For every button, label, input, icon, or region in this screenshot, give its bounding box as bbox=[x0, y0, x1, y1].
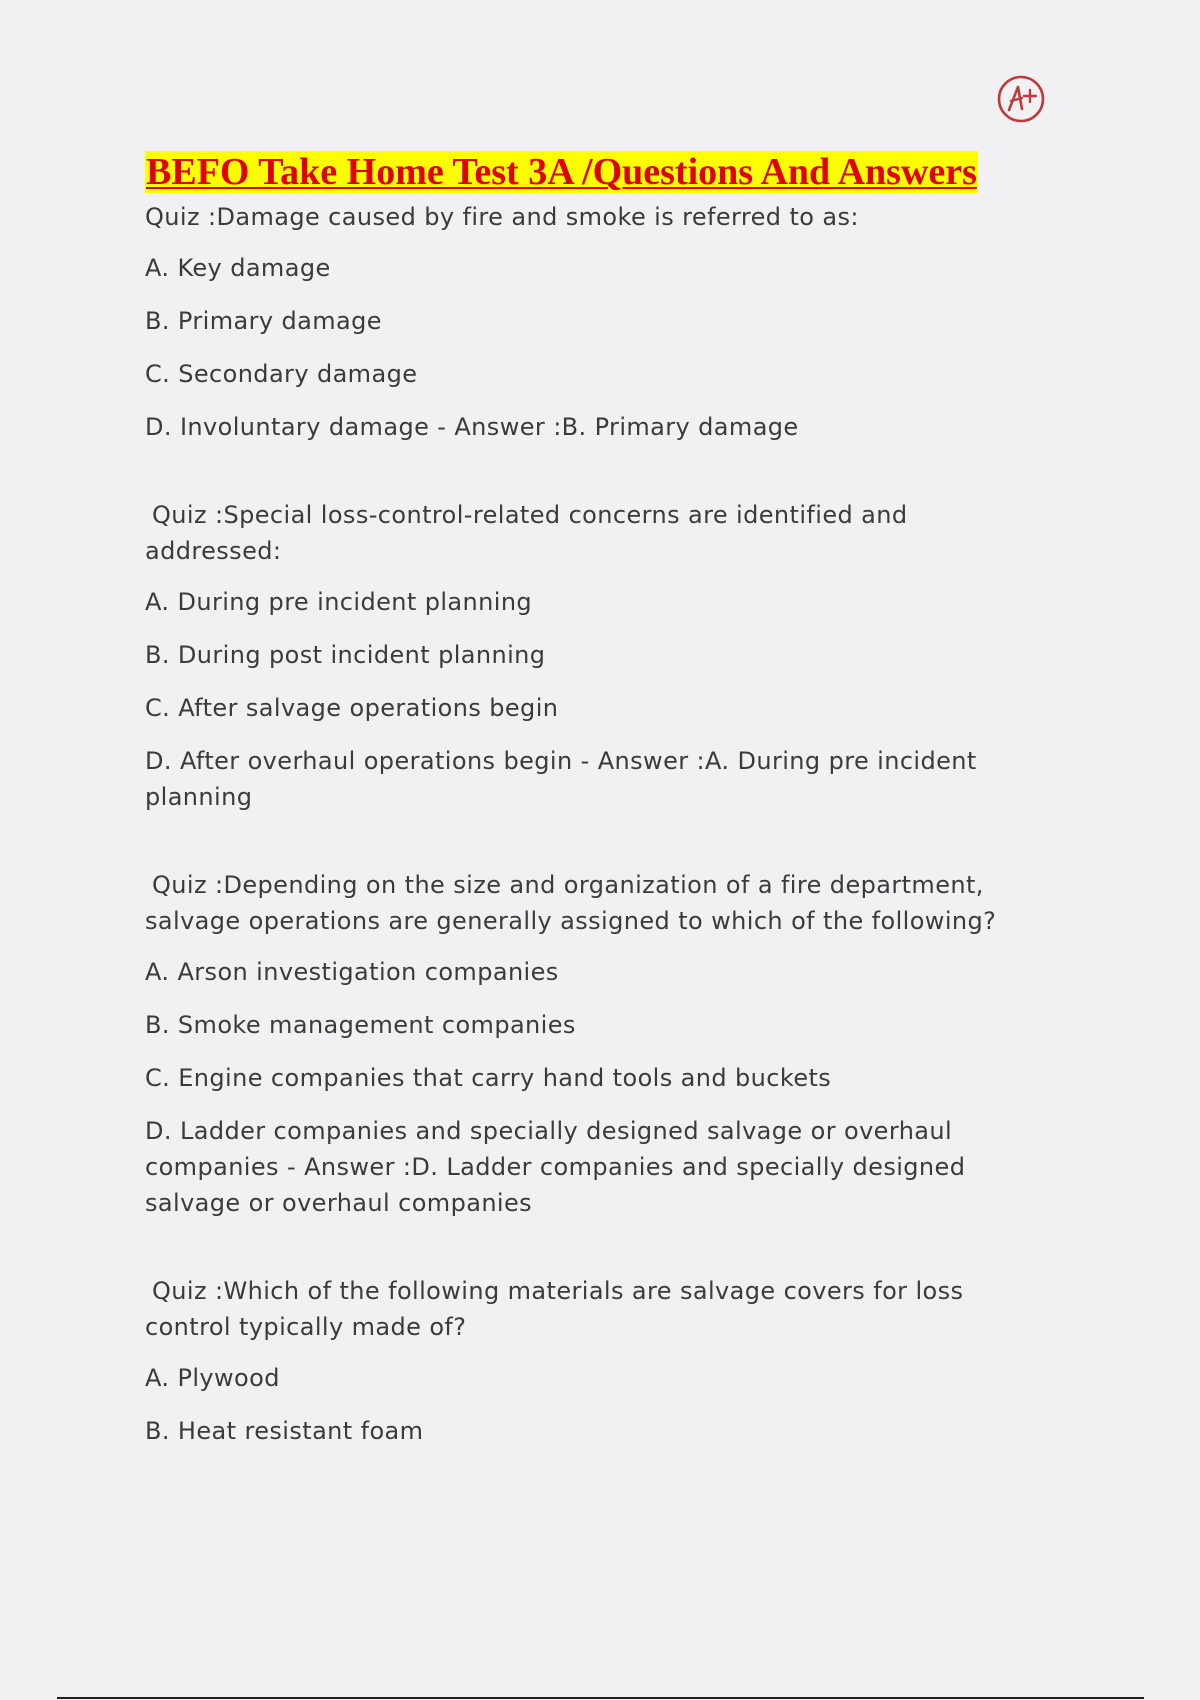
quiz-option: A. Key damage bbox=[145, 254, 331, 282]
quiz-option: A. Arson investigation companies bbox=[145, 958, 559, 986]
quiz-item-2 bbox=[145, 497, 1045, 815]
quiz-question: Quiz :Depending on the size and organization of a fire department, salvage operations are generally assigned to which of the following? bbox=[145, 871, 997, 935]
document-title: BEFO Take Home Test 3A /Questions And Answers bbox=[146, 151, 977, 193]
quiz-option: B. During post incident planning bbox=[145, 641, 546, 669]
quiz-option: A. Plywood bbox=[145, 1364, 280, 1392]
quiz-item-3 bbox=[145, 867, 1045, 1221]
quiz-option: B. Heat resistant foam bbox=[145, 1417, 424, 1445]
quiz-item-4 bbox=[145, 1273, 1045, 1449]
quiz-option: C. Secondary damage bbox=[145, 360, 418, 388]
quiz-question: Quiz :Which of the following materials are salvage covers for loss control typically made of? bbox=[145, 1277, 964, 1341]
quiz-option-with-answer: D. Involuntary damage - Answer :B. Primary damage bbox=[145, 413, 799, 441]
quiz-option: C. After salvage operations begin bbox=[145, 694, 559, 722]
quiz-item-1 bbox=[145, 199, 1045, 445]
quiz-option: A. During pre incident planning bbox=[145, 588, 533, 616]
quiz-option: C. Engine companies that carry hand tools and buckets bbox=[145, 1064, 832, 1092]
quiz-question: Quiz :Special loss-control-related concerns are identified and addressed: bbox=[145, 501, 908, 565]
quiz-option-with-answer: D. After overhaul operations begin - Answer :A. During pre incident planning bbox=[145, 747, 977, 811]
quiz-option-with-answer: D. Ladder companies and specially designed salvage or overhaul companies - Answer :D. Ladder companies and specially designed salvage or overhaul companies bbox=[145, 1117, 966, 1217]
page-bottom-divider bbox=[57, 1697, 1144, 1699]
quiz-option: B. Primary damage bbox=[145, 307, 382, 335]
quiz-content bbox=[145, 199, 1045, 1501]
title-container bbox=[145, 150, 1045, 194]
quiz-question: Quiz :Damage caused by fire and smoke is referred to as: bbox=[145, 203, 859, 231]
a-plus-grade-stamp-icon bbox=[996, 74, 1046, 124]
quiz-option: B. Smoke management companies bbox=[145, 1011, 576, 1039]
